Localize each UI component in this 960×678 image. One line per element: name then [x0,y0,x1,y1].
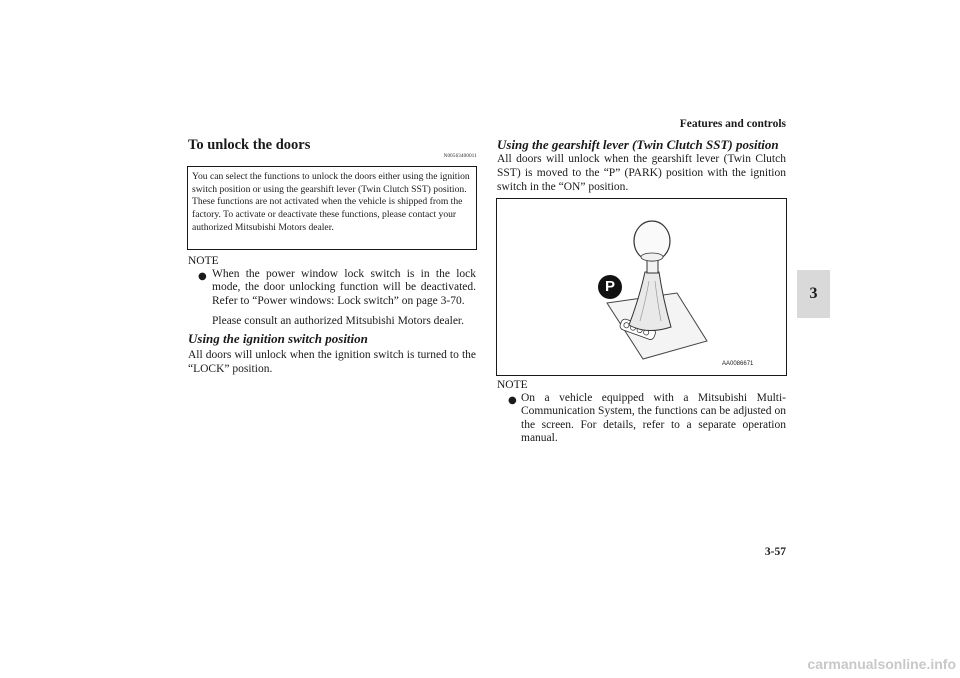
gearshift-lever-illustration [497,199,786,375]
body-ignition: All doors will unlock when the ignition switch is turned to the “LOCK” position. [188,349,476,375]
chapter-tab: 3 [797,270,830,318]
section-code: N00563400011 [443,154,477,159]
note-label: NOTE [188,255,219,267]
park-badge-label: P [604,278,615,295]
watermark: carmanualsonline.info [807,656,956,672]
note-text: When the power window lock switch is in the lock mode, the door unlocking function will be deactivated. Refer to “Power windows: Lock switch” on page 3-70. [212,268,476,307]
bullet-icon: ● [198,271,207,282]
section-heading: To unlock the doors [188,137,311,153]
bullet-icon: ● [508,395,517,406]
note-text-right: On a vehicle equipped with a Mitsubishi Multi-Communication System, the functions can be adjusted on the screen. For details, refer to a separate operation manual. [521,392,786,445]
section-title: Features and controls [679,118,786,130]
subheading-ignition: Using the ignition switch position [188,331,368,346]
gearshift-figure [496,198,787,376]
note-label-right: NOTE [497,379,528,391]
figure-code: AA0086671 [722,361,754,367]
subheading-gearshift: Using the gearshift lever (Twin Clutch SST) position [497,137,779,152]
body-gearshift: All doors will unlock when the gearshift lever (Twin Clutch SST) is moved to the “P” (PARK) position with the ignition switch in the “ON” position. [497,153,786,193]
note-text-2: Please consult an authorized Mitsubishi Motors dealer. [212,315,464,327]
page-number: 3-57 [764,546,786,558]
notice-box: You can select the functions to unlock the doors either using the ignition switch position or using the gearshift lever (Twin Clutch SST) position. These functions are not activated when the vehicle is shipped from the factory. To activate or deactivate these functions, please contact your authorized Mitsubishi Motors dealer. [187,166,477,250]
